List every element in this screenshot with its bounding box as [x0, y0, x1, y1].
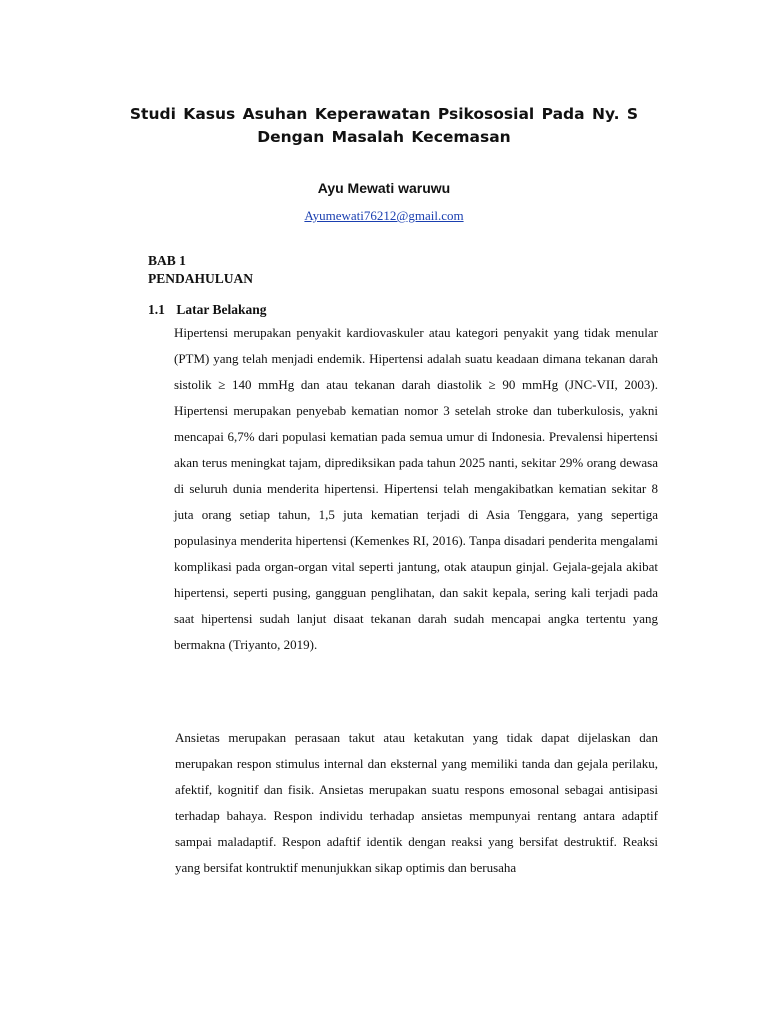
chapter-heading [148, 252, 253, 288]
paragraph-hipertensi: Hipertensi merupakan penyakit kardiovaskuler atau kategori penyakit yang tidak menular (PTM) yang telah menjadi endemik. Hipertensi adalah suatu keadaan dimana tekanan darah sistolik ≥ 140 mmHg dan atau tekanan darah diastolik ≥ 90 mmHg (JNC-VII, 2003). Hipertensi merupakan penyebab kematian nomor 3 setelah stroke dan tuberkulosis, yakni mencapai 6,7% dari populasi kematian pada semua umur di Indonesia. Prevalensi hipertensi akan terus meningkat tajam, diprediksikan pada tahun 2025 nanti, sekitar 29% orang dewasa di seluruh dunia menderita hipertensi. Hipertensi telah mengakibatkan kematian sekitar 8 juta orang setiap tahun, 1,5 juta kematian terjadi di Asia Tenggara, yang sepertiga populasinya menderita hipertensi (Kemenkes RI, 2016). Tanpa disadari penderita mengalami komplikasi pada organ-organ vital seperti jantung, otak ataupun ginjal. Gejala-gejala akibat hipertensi, seperti pusing, gangguan penglihatan, dan sakit kepala, sering kali terjadi pada saat hipertensi sudah lanjut disaat tekanan darah sudah mencapai angka tertentu yang bermakna (Triyanto, 2019). [174, 325, 658, 652]
section-title: Latar Belakang [176, 302, 267, 317]
title-line-2: Dengan Masalah Kecemasan [257, 128, 511, 146]
section-heading [148, 302, 267, 318]
section-number: 1.1 [148, 302, 165, 317]
chapter-label: BAB 1 [148, 253, 186, 268]
document-title [100, 103, 668, 149]
paragraph-ansietas: Ansietas merupakan perasaan takut atau ketakutan yang tidak dapat dijelaskan dan merupakan respon stimulus internal dan eksternal yang memiliki tanda dan gejala perilaku, afektif, kognitif dan fisik. Ansietas merupakan suatu respons emosonal sebagai antisipasi terhadap bahaya. Respon individu terhadap ansietas mempunyai rentang antara adaptif sampai maladaptif. Respon adaftif identik dengan reaksi yang bersifat destruktif. Reaksi yang bersifat kontruktif menunjukkan sikap optimis dan berusaha [175, 730, 658, 875]
chapter-title: PENDAHULUAN [148, 271, 254, 286]
author-email-link[interactable]: Ayumewati76212@gmail.com [304, 208, 464, 223]
author-name: Ayu Mewati waruwu [317, 180, 451, 196]
title-line-1: Studi Kasus Asuhan Keperawatan Psikososial Pada Ny. S [129, 105, 639, 123]
